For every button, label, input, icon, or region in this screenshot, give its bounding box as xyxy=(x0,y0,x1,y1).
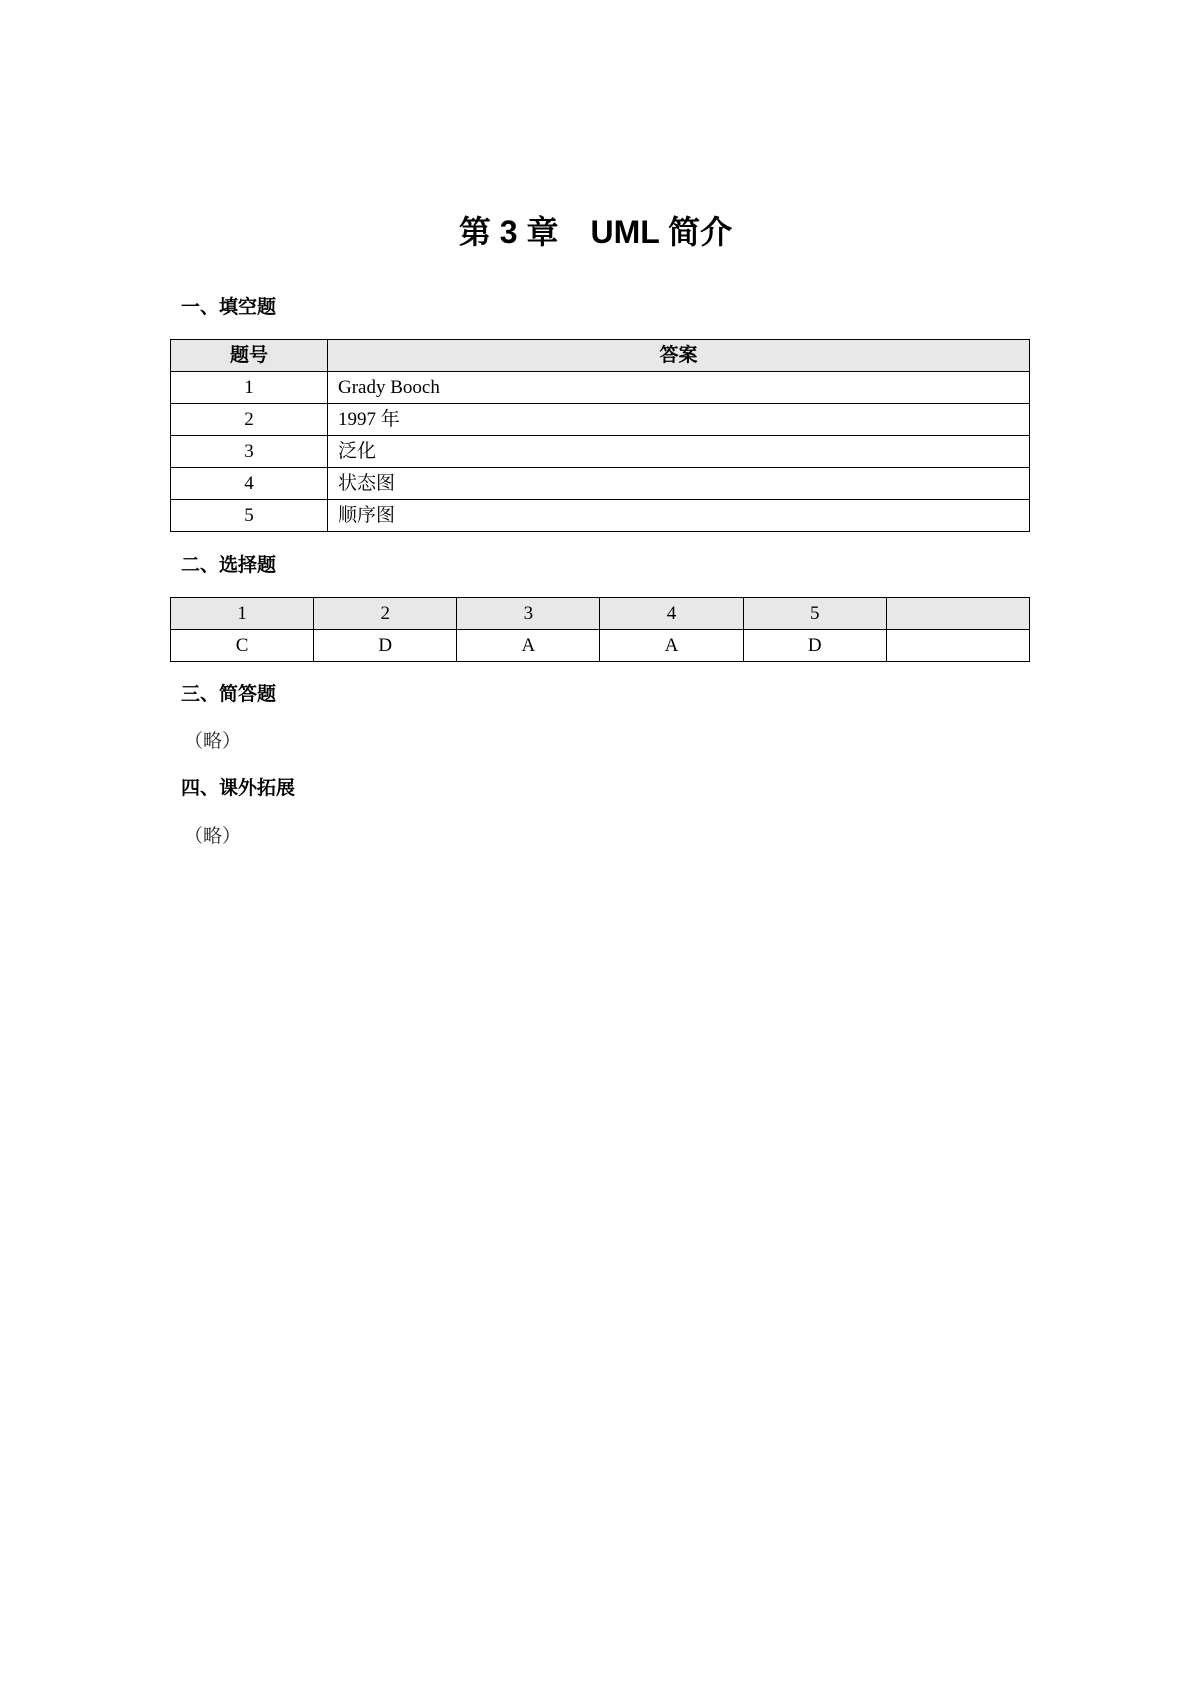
fill-blank-table xyxy=(170,339,1030,532)
choice-number-row xyxy=(171,598,1030,630)
question-number: 3 xyxy=(457,598,600,630)
section-heading-choice: 二、选择题 xyxy=(181,554,277,576)
column-header-number: 题号 xyxy=(171,340,328,372)
row-answer: 1997 年 xyxy=(328,404,1030,436)
table-row xyxy=(171,500,1030,532)
table-row xyxy=(171,372,1030,404)
choice-answer: C xyxy=(171,630,314,662)
section-heading-extension: 四、课外拓展 xyxy=(181,777,296,799)
question-number xyxy=(886,598,1029,630)
choice-answer: D xyxy=(314,630,457,662)
section-heading-short-answer: 三、简答题 xyxy=(181,683,277,705)
question-number: 5 xyxy=(743,598,886,630)
question-number: 2 xyxy=(314,598,457,630)
table-row xyxy=(171,404,1030,436)
choice-answer-row xyxy=(171,630,1030,662)
table-header-row xyxy=(171,340,1030,372)
row-answer: 顺序图 xyxy=(328,500,1030,532)
choice-answer xyxy=(886,630,1029,662)
choice-table xyxy=(170,597,1030,662)
column-header-answer: 答案 xyxy=(328,340,1030,372)
table-row xyxy=(171,436,1030,468)
question-number: 4 xyxy=(600,598,743,630)
extension-note: （略） xyxy=(184,825,242,847)
short-answer-note: （略） xyxy=(184,730,242,752)
page-title: 第 3 章 UML 简介 xyxy=(458,214,733,250)
table-row xyxy=(171,468,1030,500)
row-number: 2 xyxy=(171,404,328,436)
row-number: 5 xyxy=(171,500,328,532)
choice-answer: D xyxy=(743,630,886,662)
row-answer: Grady Booch xyxy=(328,372,1030,404)
section-heading-fill-blank: 一、填空题 xyxy=(181,296,277,318)
choice-answer: A xyxy=(600,630,743,662)
row-number: 1 xyxy=(171,372,328,404)
row-number: 4 xyxy=(171,468,328,500)
choice-answer: A xyxy=(457,630,600,662)
row-number: 3 xyxy=(171,436,328,468)
question-number: 1 xyxy=(171,598,314,630)
row-answer: 泛化 xyxy=(328,436,1030,468)
row-answer: 状态图 xyxy=(328,468,1030,500)
